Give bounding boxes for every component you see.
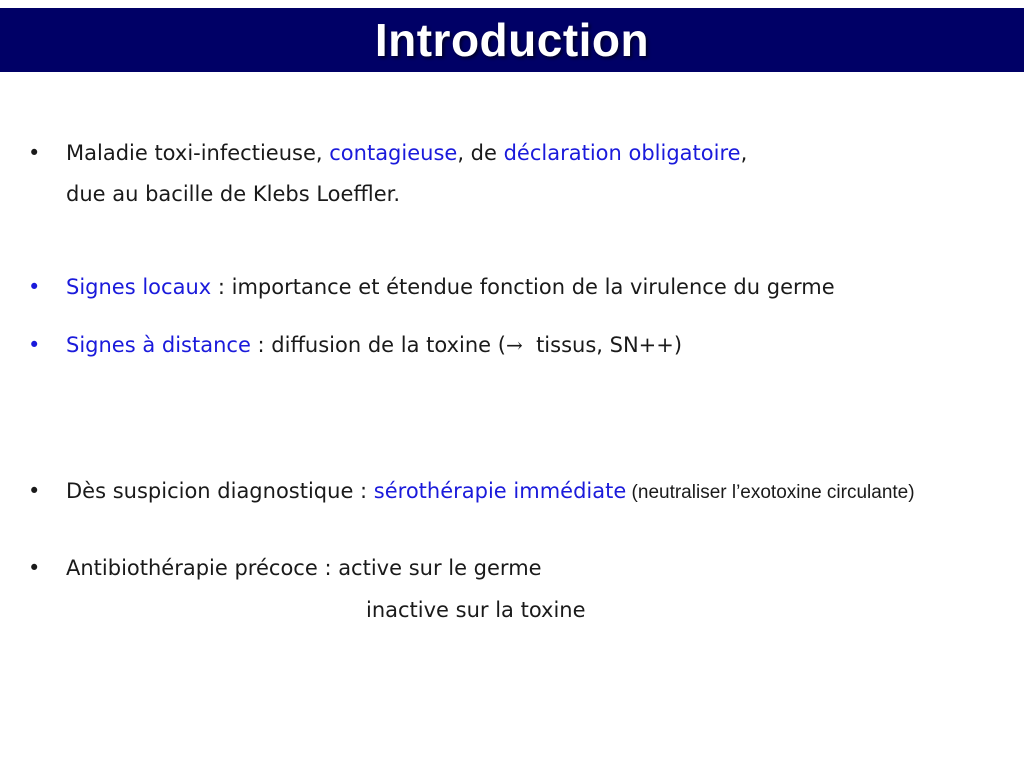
bullet-4-text-a: Dès suspicion diagnostique :: [66, 479, 374, 503]
bullet-4-label: sérothérapie immédiate: [373, 479, 627, 503]
slide-title: Introduction: [374, 14, 650, 66]
arrow-right-icon: →: [505, 333, 523, 357]
bullet-4-line: [66, 477, 915, 507]
bullet-2-marker: •: [28, 275, 41, 299]
bullet-1-text-e: ,: [740, 141, 748, 165]
bullet-2-text: : importance et étendue fonction de la virulence du germe: [211, 275, 835, 299]
bullet-5-marker: •: [28, 556, 41, 580]
bullet-1-line-2: due au bacille de Klebs Loeffler.: [66, 182, 401, 206]
bullet-2-label: Signes locaux: [66, 275, 212, 299]
title-bar: [0, 8, 1024, 72]
bullet-3-marker: •: [28, 333, 41, 357]
bullet-1-contagieuse: contagieuse: [329, 141, 458, 165]
bullet-3-label: Signes à distance: [66, 333, 251, 357]
bullet-3-text-b: tissus, SN++): [522, 333, 683, 357]
bullet-1-declaration: déclaration obligatoire: [503, 141, 741, 165]
bullet-5-line-2: inactive sur la toxine: [366, 598, 586, 622]
bullet-1-marker: •: [28, 141, 41, 165]
bullet-4-marker: •: [28, 479, 41, 503]
bullet-3-text-a: : diffusion de la toxine (: [250, 333, 506, 357]
bullet-2-line: [66, 273, 835, 301]
bullet-4-note: (neutraliser l’exotoxine circulante): [626, 482, 915, 503]
bullet-1-text-c: , de: [457, 141, 504, 165]
bullet-5-line-1: Antibiothérapie précoce : active sur le germe: [66, 556, 542, 580]
bullet-1-line-1: [66, 139, 747, 167]
bullet-3-line: [66, 331, 682, 359]
bullet-1-text-a: Maladie toxi-infectieuse,: [66, 141, 330, 165]
